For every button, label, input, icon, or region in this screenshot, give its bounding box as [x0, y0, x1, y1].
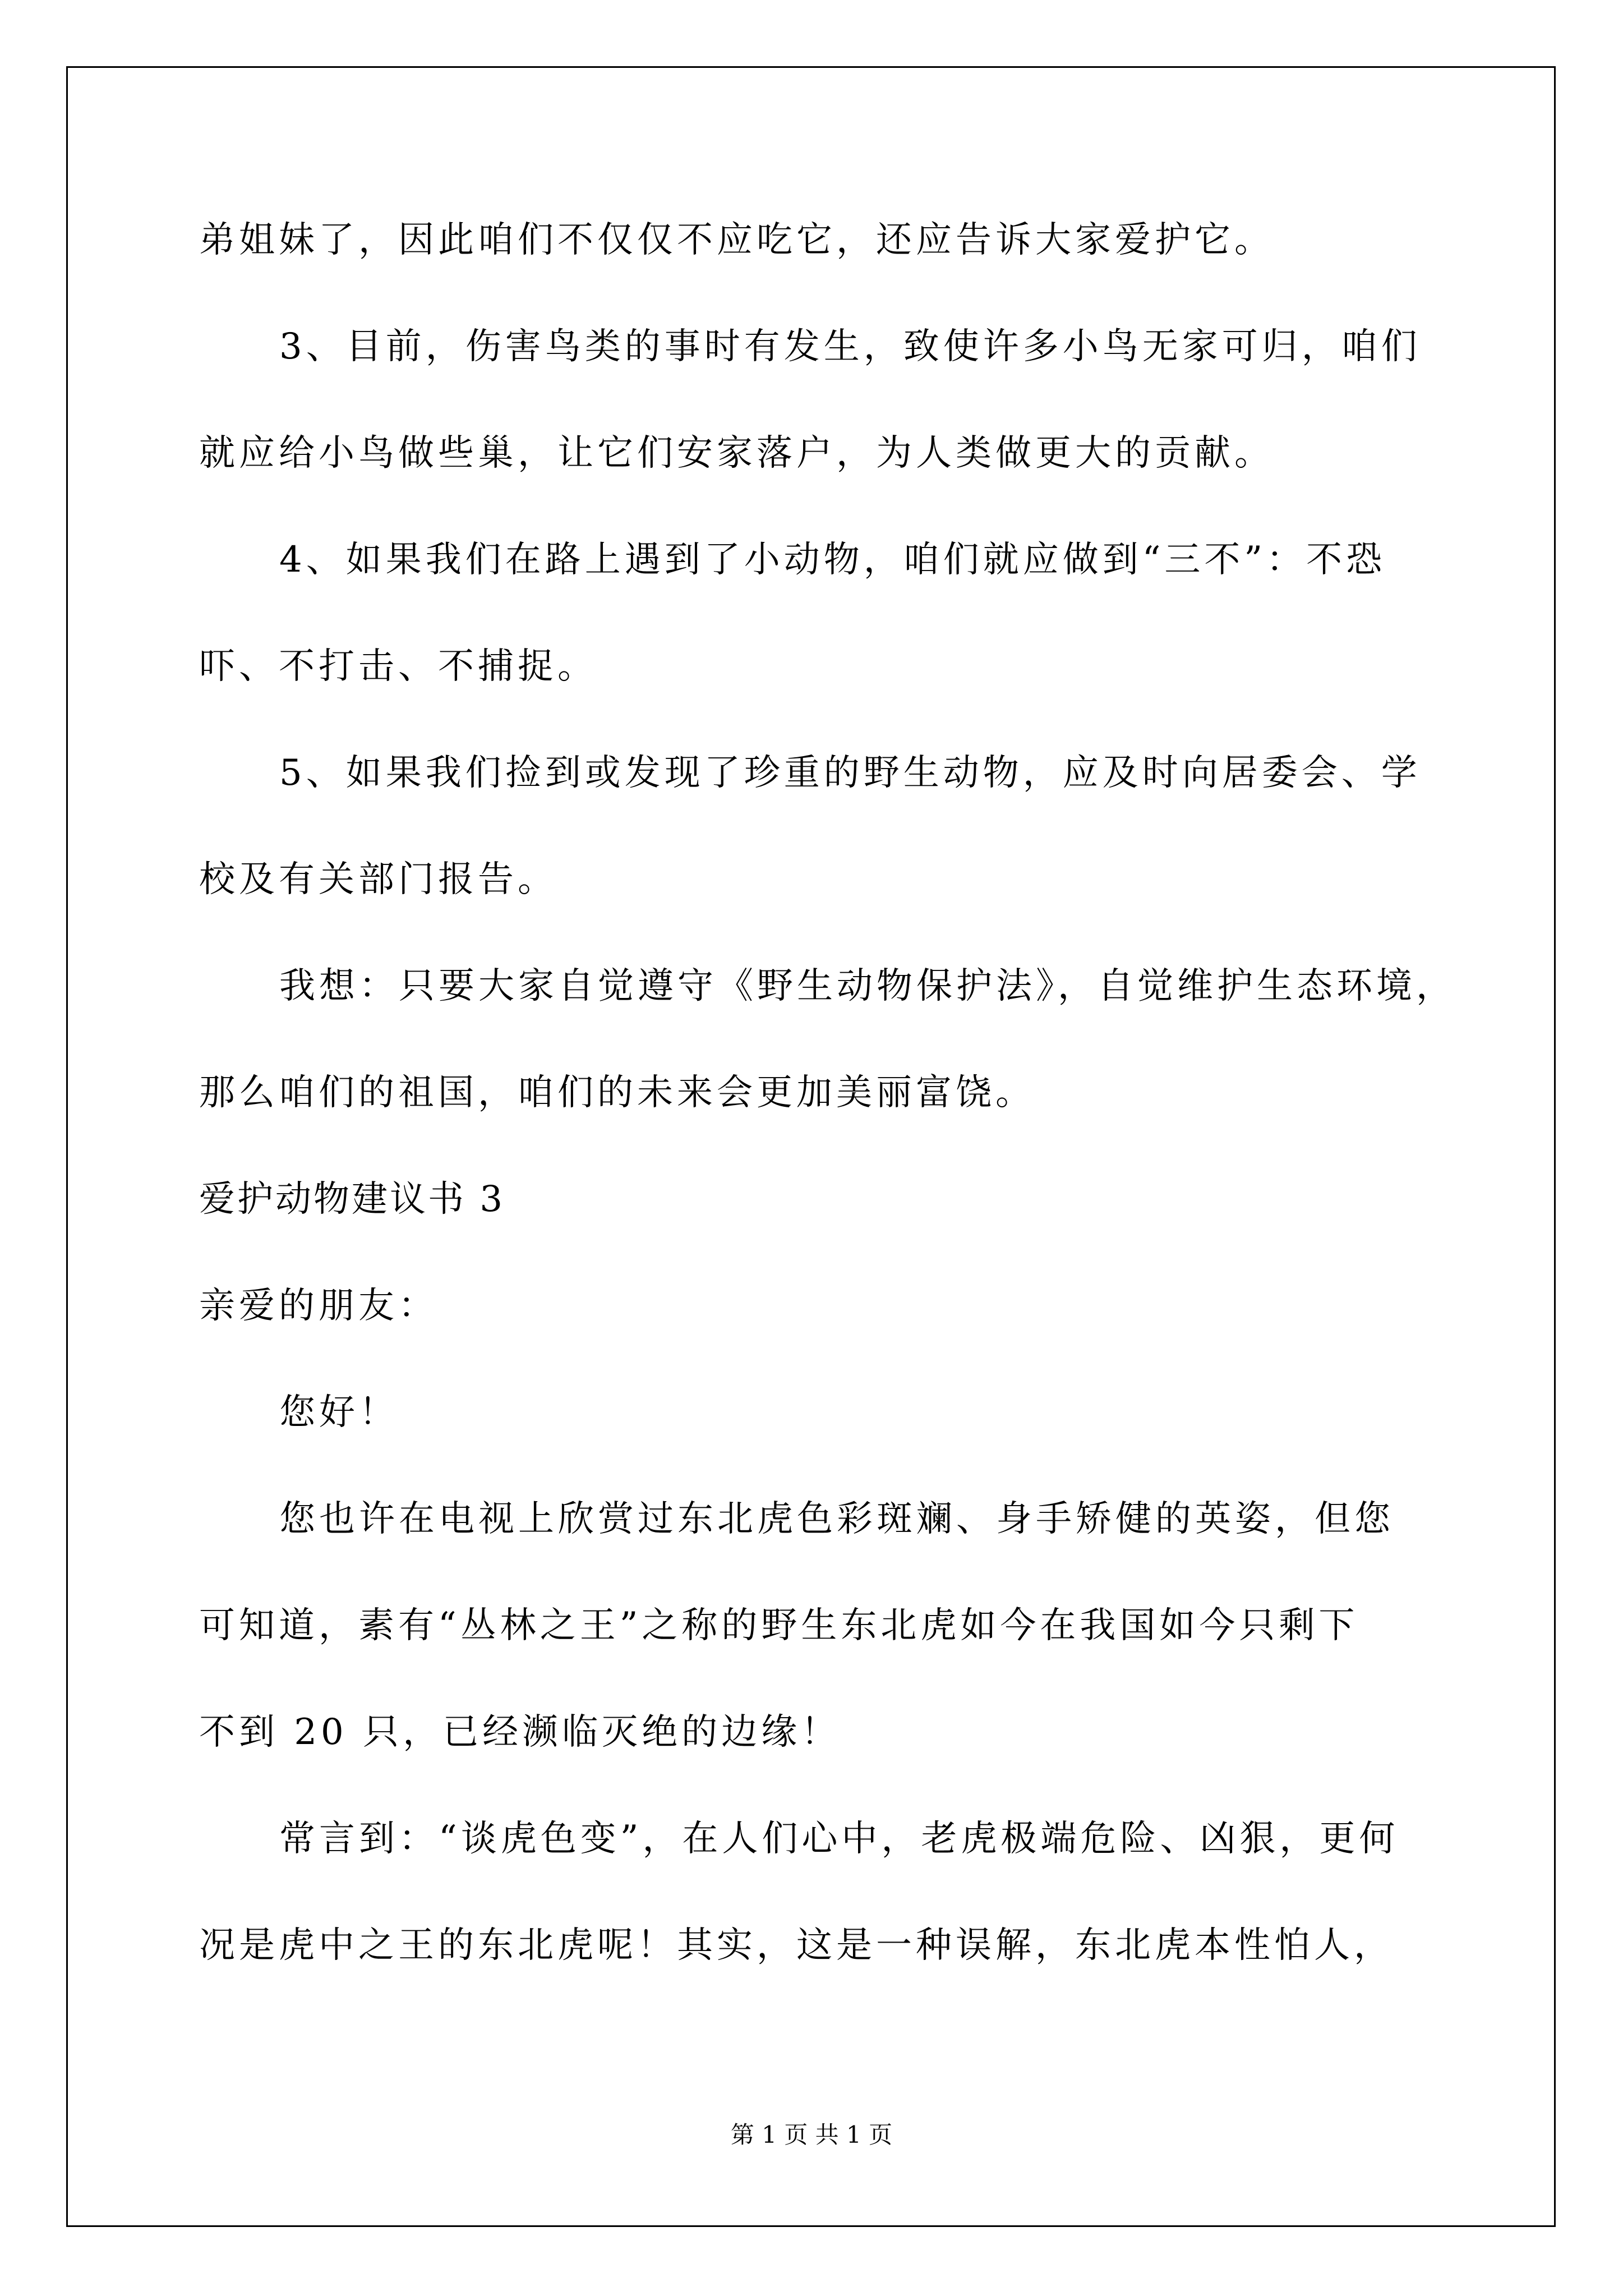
- salutation: 亲爱的朋友：: [199, 1285, 438, 1327]
- list-item-3: 3、目前，伤害鸟类的事时有发生，致使许多小鸟无家可归，咱们: [279, 326, 1421, 367]
- body-line: 校及有关部门报告。: [199, 859, 557, 900]
- conclusion-paragraph: 我想：只要大家自觉遵守《野生动物保护法》，自觉维护生态环境，: [279, 965, 1456, 1007]
- list-item-5: 5、如果我们捡到或发现了珍重的野生动物，应及时向居委会、学: [279, 752, 1421, 794]
- body-line: 不到 20 只，已经濒临灭绝的边缘！: [199, 1711, 841, 1753]
- body-line: 弟姐妹了，因此咱们不仅仅不应吃它，还应告诉大家爱护它。: [199, 219, 1274, 261]
- body-paragraph: 常言到：“谈虎色变”，在人们心中，老虎极端危险、凶狠，更何: [279, 1818, 1399, 1860]
- page-border: [66, 66, 1556, 2227]
- greeting: 您好！: [279, 1392, 399, 1433]
- page-number: 第 1 页 共 1 页: [730, 2121, 893, 2148]
- body-line: 可知道，素有“丛林之王”之称的野生东北虎如今在我国如今只剩下: [199, 1605, 1359, 1646]
- section-title: 爱护动物建议书 3: [199, 1179, 505, 1220]
- body-line: 就应给小鸟做些巢，让它们安家落户，为人类做更大的贡献。: [199, 432, 1274, 474]
- body-line: 吓、不打击、不捕捉。: [199, 646, 597, 687]
- body-line: 那么咱们的祖国，咱们的未来会更加美丽富饶。: [199, 1072, 1035, 1114]
- body-line: 况是虎中之王的东北虎呢！其实，这是一种误解，东北虎本性怕人，: [199, 1925, 1394, 1966]
- body-paragraph: 您也许在电视上欣赏过东北虎色彩斑斓、身手矫健的英姿，但您: [279, 1498, 1394, 1540]
- list-item-4: 4、如果我们在路上遇到了小动物，咱们就应做到“三不”：不恐: [279, 539, 1386, 581]
